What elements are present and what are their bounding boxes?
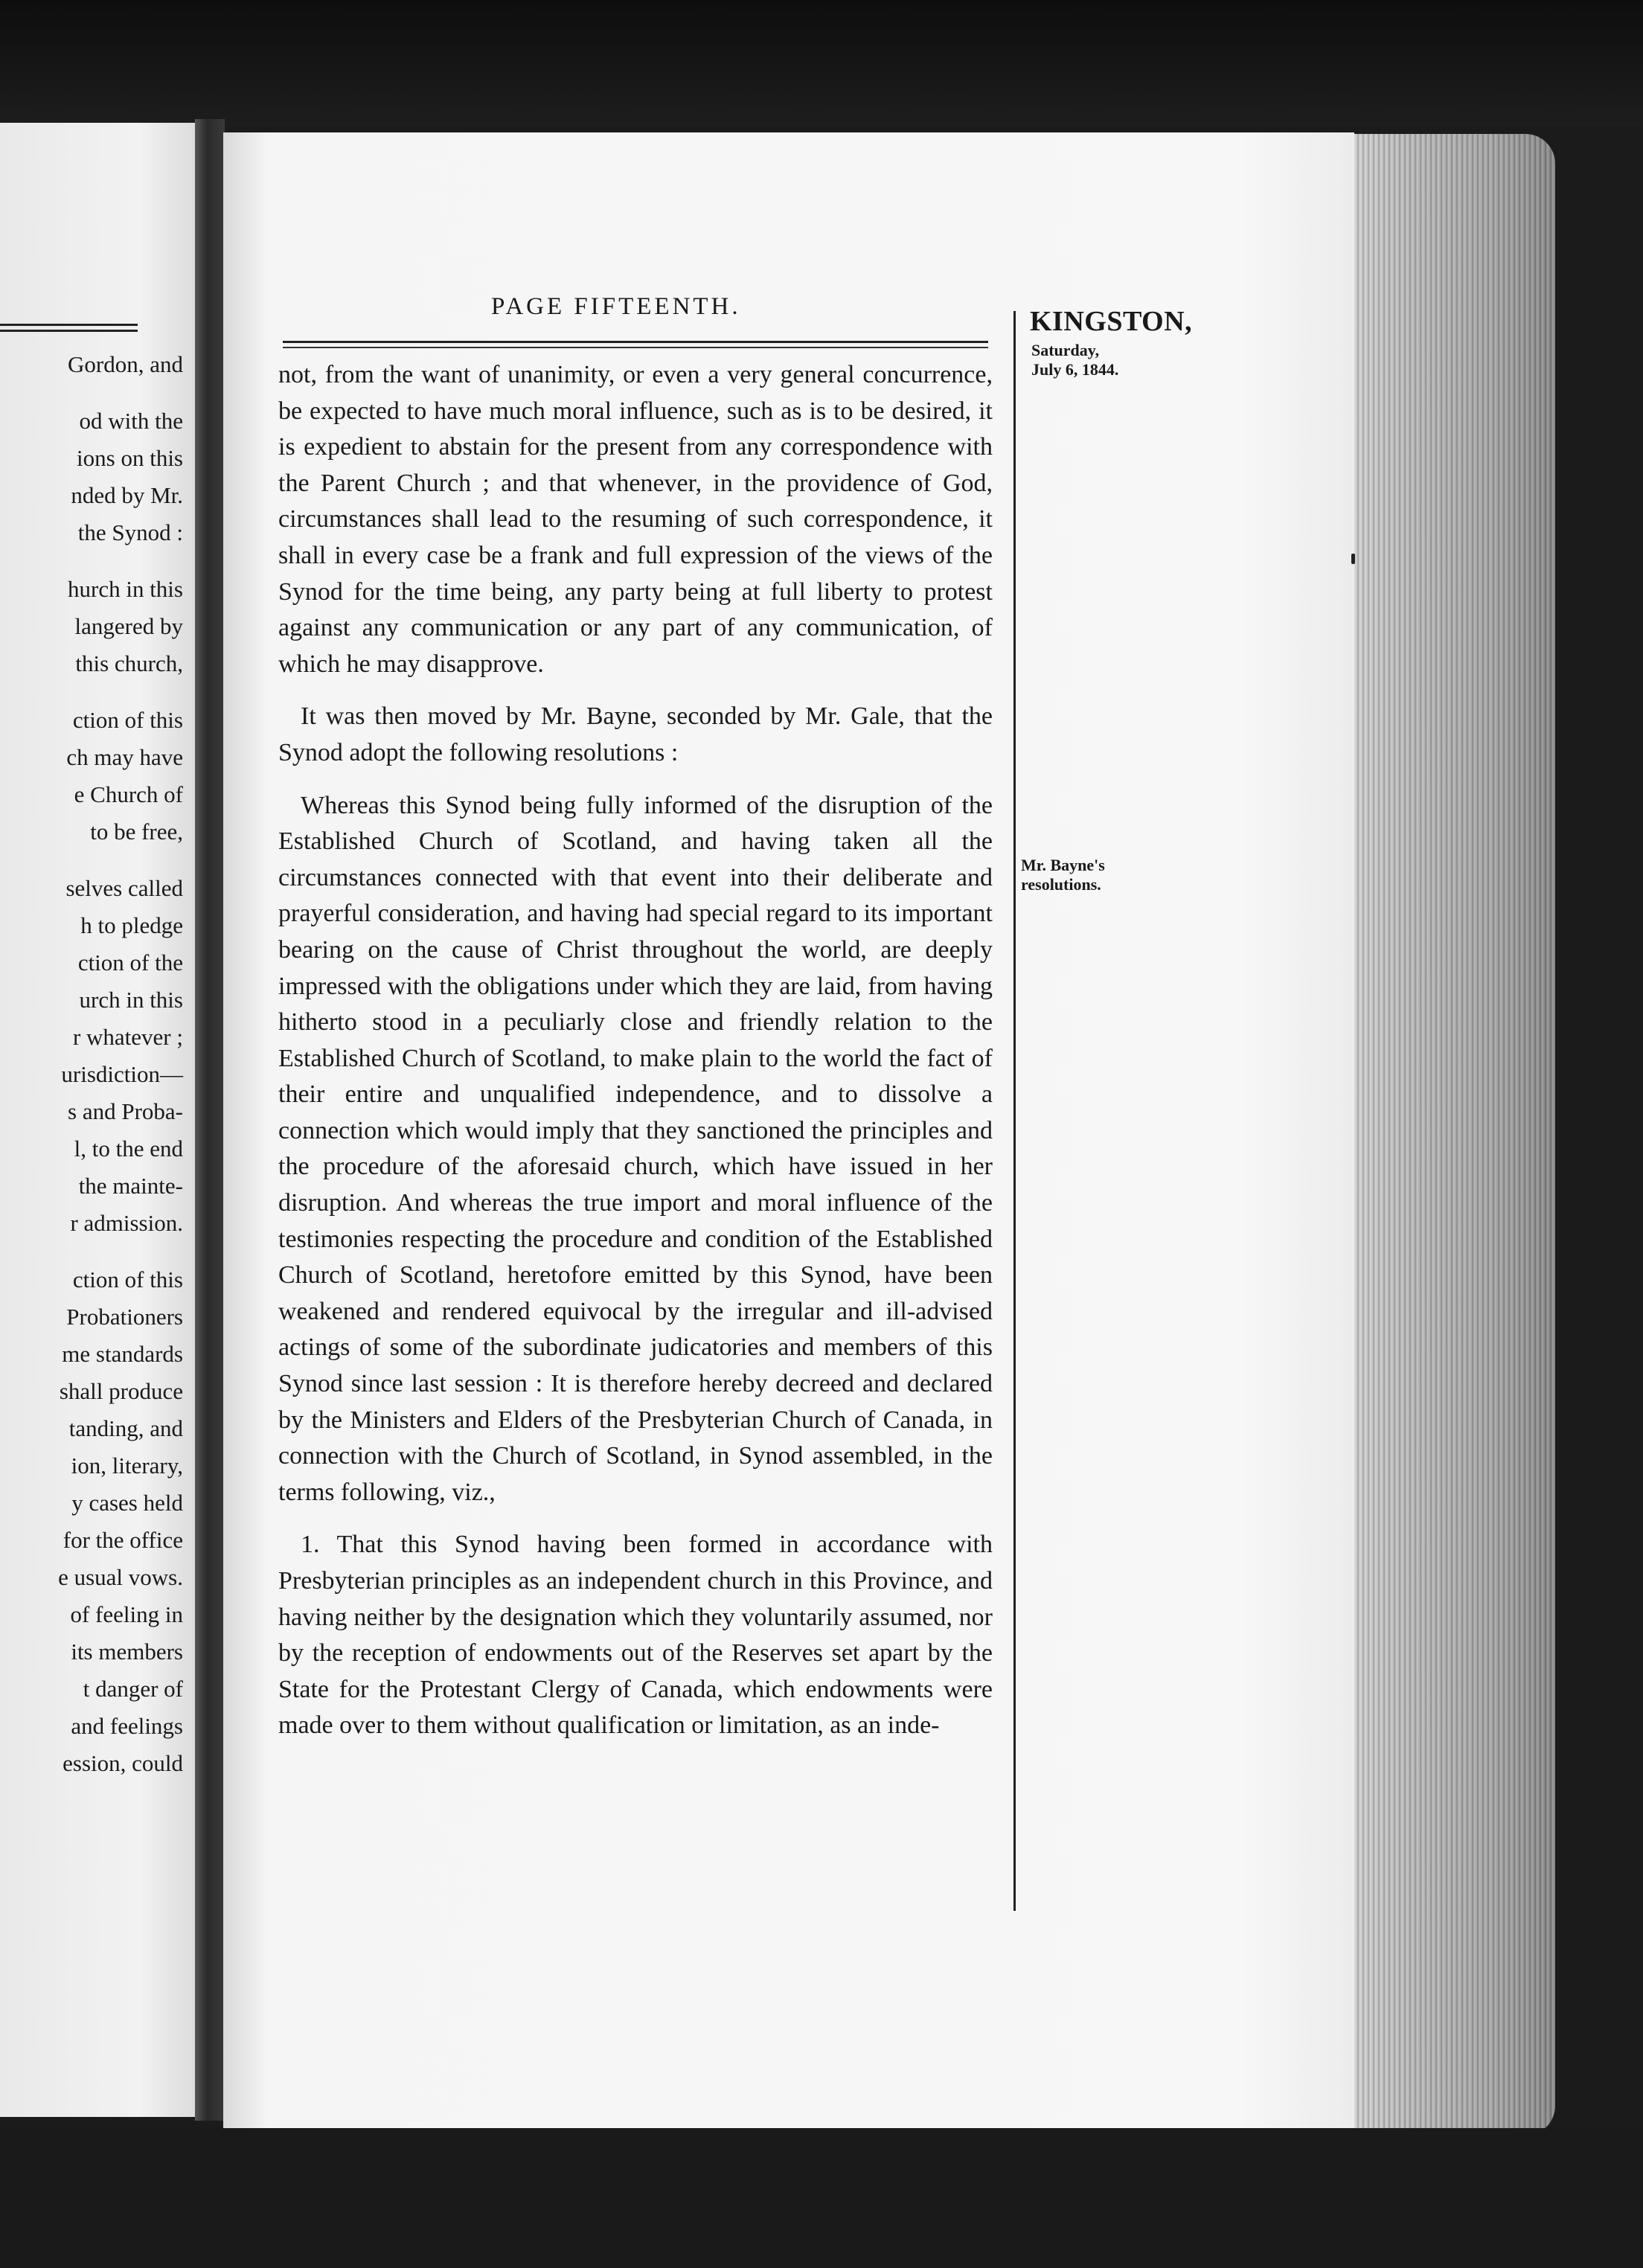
left-line: nded by Mr. <box>71 482 183 508</box>
header-rule <box>283 341 988 343</box>
left-line: e usual vows. <box>58 1564 183 1590</box>
left-gap <box>4 1242 183 1261</box>
left-line: for the office <box>63 1527 183 1553</box>
left-line: this church, <box>75 650 183 676</box>
paragraph: not, from the want of unanimity, or even a very general concurrence, be expected to have much moral influence, such as is to be desired, it is expedient to abstain for the present from any correspondence with the Parent Church ; and that whenever, in the providence of God, circumstances shall lead to the resuming of such correspondence, it shall in every case be a frank and full expression of the views of the Synod for the time being, any party being at full liberty to protest against any communication or any part of any communication, of which he may disapprove. <box>278 361 993 678</box>
left-line: me standards <box>62 1341 183 1367</box>
running-head: PAGE FIFTEENTH. <box>491 293 741 320</box>
margin-day: Saturday, <box>1031 341 1100 359</box>
left-line: r admission. <box>70 1210 183 1236</box>
left-line: od with the <box>79 408 183 434</box>
left-line: of feeling in <box>70 1601 183 1627</box>
scan-top-background <box>0 0 1643 126</box>
left-page-text <box>4 346 183 1782</box>
left-facing-page <box>0 123 199 2117</box>
left-line: langered by <box>74 613 183 639</box>
left-line: selves called <box>65 875 183 901</box>
margin-note-line: resolutions. <box>1021 875 1101 894</box>
left-line: r whatever ; <box>72 1024 183 1050</box>
left-line: ction of this <box>72 707 183 733</box>
left-line: tanding, and <box>68 1415 183 1441</box>
header-rule-thin <box>283 347 988 348</box>
page-edges <box>1347 134 1555 2136</box>
left-line: urch in this <box>79 987 183 1013</box>
left-line: s and Proba- <box>68 1098 183 1124</box>
left-line: urisdiction— <box>61 1061 183 1087</box>
left-line: t danger of <box>83 1676 183 1702</box>
left-gap <box>4 682 183 702</box>
left-line: the Synod : <box>77 519 183 545</box>
left-line: and feelings <box>71 1713 183 1739</box>
left-page-rule-2 <box>0 330 138 332</box>
ink-speck <box>1351 554 1355 564</box>
left-line: y cases held <box>71 1490 183 1516</box>
left-line: h to pledge <box>80 912 183 938</box>
left-line: to be free, <box>90 819 183 845</box>
book-gutter <box>195 119 225 2121</box>
left-line: ions on this <box>77 445 183 471</box>
margin-date-value: July 6, 1844. <box>1031 360 1119 379</box>
left-line: its members <box>71 1638 183 1665</box>
left-line: Gordon, and <box>68 351 183 377</box>
left-gap <box>4 850 183 870</box>
margin-note <box>1021 856 1105 894</box>
left-line: Probationers <box>66 1304 183 1330</box>
left-line: ction of the <box>77 949 183 976</box>
left-gap <box>4 383 183 403</box>
body-text <box>278 357 993 1744</box>
left-line: ion, literary, <box>71 1452 183 1479</box>
margin-note-line: Mr. Bayne's <box>1021 856 1105 874</box>
paragraph: 1. That this Synod having been formed in accordance with Presbyterian principles as an independent church in this Province, and having neither by the designation which they voluntarily assumed, nor by the reception of endowments out of the Reserves set apart by the State for the Protestant Clergy of Canada, which endowments were made over to them without qualification or limitation, as an inde- <box>278 1531 993 1740</box>
paragraph: It was then moved by Mr. Bayne, seconded by Mr. Gale, that the Synod adopt the following resolutions : <box>278 702 993 766</box>
left-gap <box>4 551 183 571</box>
scan-bottom-background <box>0 2128 1643 2268</box>
left-page-rule-1 <box>0 324 138 326</box>
margin-place: KINGSTON, <box>1030 306 1193 337</box>
left-line: l, to the end <box>74 1135 183 1162</box>
left-line: ch may have <box>66 744 183 770</box>
left-line: e Church of <box>74 781 183 807</box>
margin-date <box>1031 341 1118 379</box>
paragraph: Whereas this Synod being fully informed of the disruption of the Established Church of Scotland, and having taken all the circumstances connected with that event into their deliberate and prayerful consideration, and having had special regard to its important bearing on the cause of Christ throughout the world, are deeply impressed with the obligations under which they are laid, from having hitherto stood in a peculiarly close and friendly relation to the Established Church of Scotland, to make plain to the world the fact of their entire and unqualified independence, and to dissolve a connection which would imply that they sanctioned the principles and the procedure of the aforesaid church, which have issued in her disruption. And whereas the true import and moral influence of the testimonies respecting the procedure and condition of the Established Church of Scotland, heretofore emitted by this Synod, have been weakened and rendered equivocal by the irregular and ill-advised actings of some of the subordinate judicatories and members of this Synod since last session : It is therefore hereby decreed and declared by the Ministers and Elders of the Presbyterian Church of Canada, in connection with the Church of Scotland, in Synod assembled, in the terms following, viz., <box>278 791 993 1506</box>
left-line: ction of this <box>72 1266 183 1292</box>
left-line: shall produce <box>59 1378 183 1404</box>
left-line: ession, could <box>63 1750 183 1776</box>
left-line: hurch in this <box>68 576 183 602</box>
left-line: the mainte- <box>78 1173 183 1199</box>
margin-column-rule <box>1013 311 1016 1911</box>
